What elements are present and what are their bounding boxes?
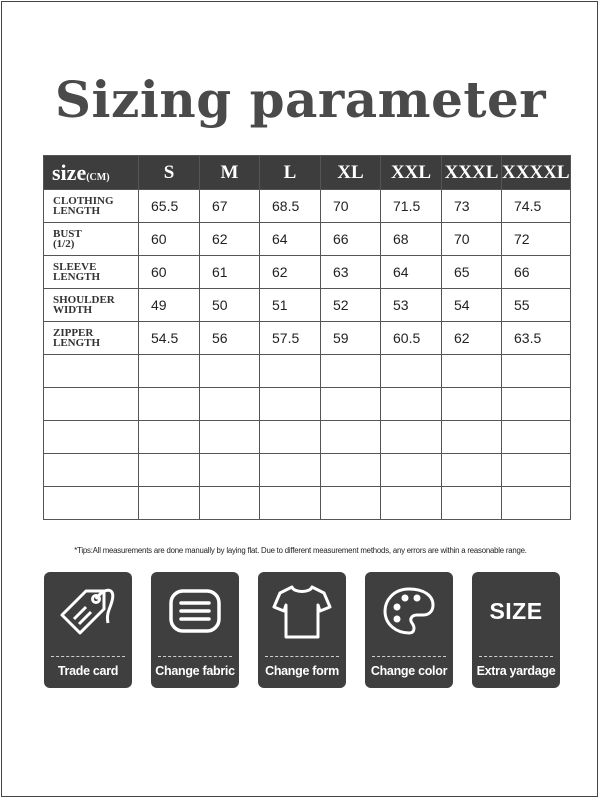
empty-cell (200, 487, 260, 520)
table-cell: 68 (381, 223, 442, 256)
table-cell: 59 (321, 322, 381, 355)
row-label (44, 289, 139, 322)
empty-cell (260, 355, 321, 388)
page-title: Sizing parameter (54, 70, 547, 129)
table-row (44, 223, 571, 256)
table-cell: 70 (442, 223, 502, 256)
card-divider (372, 656, 446, 657)
card-divider (479, 656, 553, 657)
card-divider (158, 656, 232, 657)
card-change-form (258, 572, 346, 688)
empty-cell (200, 454, 260, 487)
empty-cell (321, 421, 381, 454)
table-cell: 56 (200, 322, 260, 355)
empty-cell (381, 454, 442, 487)
table-cell: 53 (381, 289, 442, 322)
empty-cell (442, 388, 502, 421)
card-label: Change form (265, 664, 339, 678)
table-cell: 61 (200, 256, 260, 289)
row-label-line: LENGTH (53, 271, 101, 283)
empty-cell (139, 388, 200, 421)
empty-cell (321, 355, 381, 388)
card-extra-yardage (472, 572, 560, 688)
empty-cell (502, 421, 571, 454)
table-cell: 50 (200, 289, 260, 322)
row-label-line: (1/2) (53, 238, 75, 250)
table-cell: 62 (200, 223, 260, 256)
table-cell: 52 (321, 289, 381, 322)
empty-cell (381, 487, 442, 520)
tag-icon (44, 572, 132, 650)
row-label-line: ZIPPER (53, 327, 94, 339)
empty-cell (139, 487, 200, 520)
empty-cell (200, 421, 260, 454)
empty-cell (200, 388, 260, 421)
empty-cell (502, 388, 571, 421)
header-size-xl: XL (321, 156, 381, 190)
card-label: Extra yardage (476, 664, 556, 678)
empty-row (44, 487, 571, 520)
header-size-xxxl: XXXL (442, 156, 502, 190)
empty-cell (260, 487, 321, 520)
row-label-line: LENGTH (53, 337, 101, 349)
empty-cell (260, 421, 321, 454)
size-icon (472, 572, 560, 650)
fabric-icon (151, 572, 239, 650)
card-label: Change fabric (155, 664, 235, 678)
empty-cell (44, 421, 139, 454)
table-cell: 62 (442, 322, 502, 355)
row-label (44, 322, 139, 355)
empty-row (44, 388, 571, 421)
header-unit: (CM) (86, 171, 110, 183)
row-label-line: SLEEVE (53, 261, 97, 273)
table-row (44, 256, 571, 289)
table-cell: 63.5 (502, 322, 571, 355)
size-table (43, 155, 571, 520)
table-cell: 55 (502, 289, 571, 322)
table-cell: 64 (381, 256, 442, 289)
empty-cell (502, 454, 571, 487)
card-label: Trade card (57, 664, 119, 678)
header-size-label: size(CM) (44, 156, 139, 190)
table-cell: 62 (260, 256, 321, 289)
empty-cell (442, 421, 502, 454)
empty-cell (442, 454, 502, 487)
table-cell: 71.5 (381, 190, 442, 223)
table-cell: 51 (260, 289, 321, 322)
table-cell: 57.5 (260, 322, 321, 355)
empty-cell (381, 388, 442, 421)
row-label-line: LENGTH (53, 205, 101, 217)
table-cell: 72 (502, 223, 571, 256)
row-label-line: CLOTHING (53, 195, 114, 207)
header-size-s: S (139, 156, 200, 190)
empty-cell (442, 355, 502, 388)
table-row (44, 289, 571, 322)
palette-icon (365, 572, 453, 650)
card-divider (265, 656, 339, 657)
empty-cell (321, 388, 381, 421)
table-cell: 67 (200, 190, 260, 223)
header-size-m: M (200, 156, 260, 190)
empty-row (44, 454, 571, 487)
row-label (44, 190, 139, 223)
table-cell: 54.5 (139, 322, 200, 355)
empty-cell (139, 421, 200, 454)
empty-cell (381, 421, 442, 454)
empty-cell (139, 454, 200, 487)
feature-cards (44, 572, 560, 688)
table-cell: 60 (139, 256, 200, 289)
table-cell: 63 (321, 256, 381, 289)
empty-cell (260, 454, 321, 487)
table-cell: 65.5 (139, 190, 200, 223)
table-cell: 68.5 (260, 190, 321, 223)
table-cell: 49 (139, 289, 200, 322)
empty-cell (44, 388, 139, 421)
table-row (44, 190, 571, 223)
empty-cell (321, 454, 381, 487)
table-cell: 60 (139, 223, 200, 256)
size-icon-text: SIZE (489, 597, 543, 624)
empty-cell (44, 355, 139, 388)
card-change-color (365, 572, 453, 688)
header-size-xxxxl: XXXXL (502, 156, 571, 190)
table-cell: 66 (321, 223, 381, 256)
row-label (44, 256, 139, 289)
card-change-fabric (151, 572, 239, 688)
empty-cell (321, 487, 381, 520)
empty-cell (44, 487, 139, 520)
tips-text: *Tips:All measurements are done manually by laying flat. Due to different measurement methods, any errors are within a reasonable range. (74, 546, 527, 555)
empty-cell (260, 388, 321, 421)
empty-cell (200, 355, 260, 388)
table-cell: 73 (442, 190, 502, 223)
empty-row (44, 355, 571, 388)
header-size-xxl: XXL (381, 156, 442, 190)
table-cell: 70 (321, 190, 381, 223)
tshirt-icon (258, 572, 346, 650)
row-label-line: SHOULDER (53, 294, 115, 306)
empty-cell (502, 487, 571, 520)
row-label (44, 223, 139, 256)
header-size-l: L (260, 156, 321, 190)
row-label-line: BUST (53, 228, 82, 240)
table-row (44, 322, 571, 355)
table-header-row (44, 156, 571, 190)
empty-cell (139, 355, 200, 388)
empty-row (44, 421, 571, 454)
table-cell: 60.5 (381, 322, 442, 355)
table-cell: 54 (442, 289, 502, 322)
row-label-line: WIDTH (53, 304, 93, 316)
table-cell: 64 (260, 223, 321, 256)
card-divider (51, 656, 125, 657)
table-cell: 74.5 (502, 190, 571, 223)
empty-cell (442, 487, 502, 520)
empty-cell (44, 454, 139, 487)
empty-cell (502, 355, 571, 388)
card-trade-card (44, 572, 132, 688)
card-label: Change color (370, 664, 448, 678)
table-cell: 65 (442, 256, 502, 289)
empty-cell (381, 355, 442, 388)
table-cell: 66 (502, 256, 571, 289)
